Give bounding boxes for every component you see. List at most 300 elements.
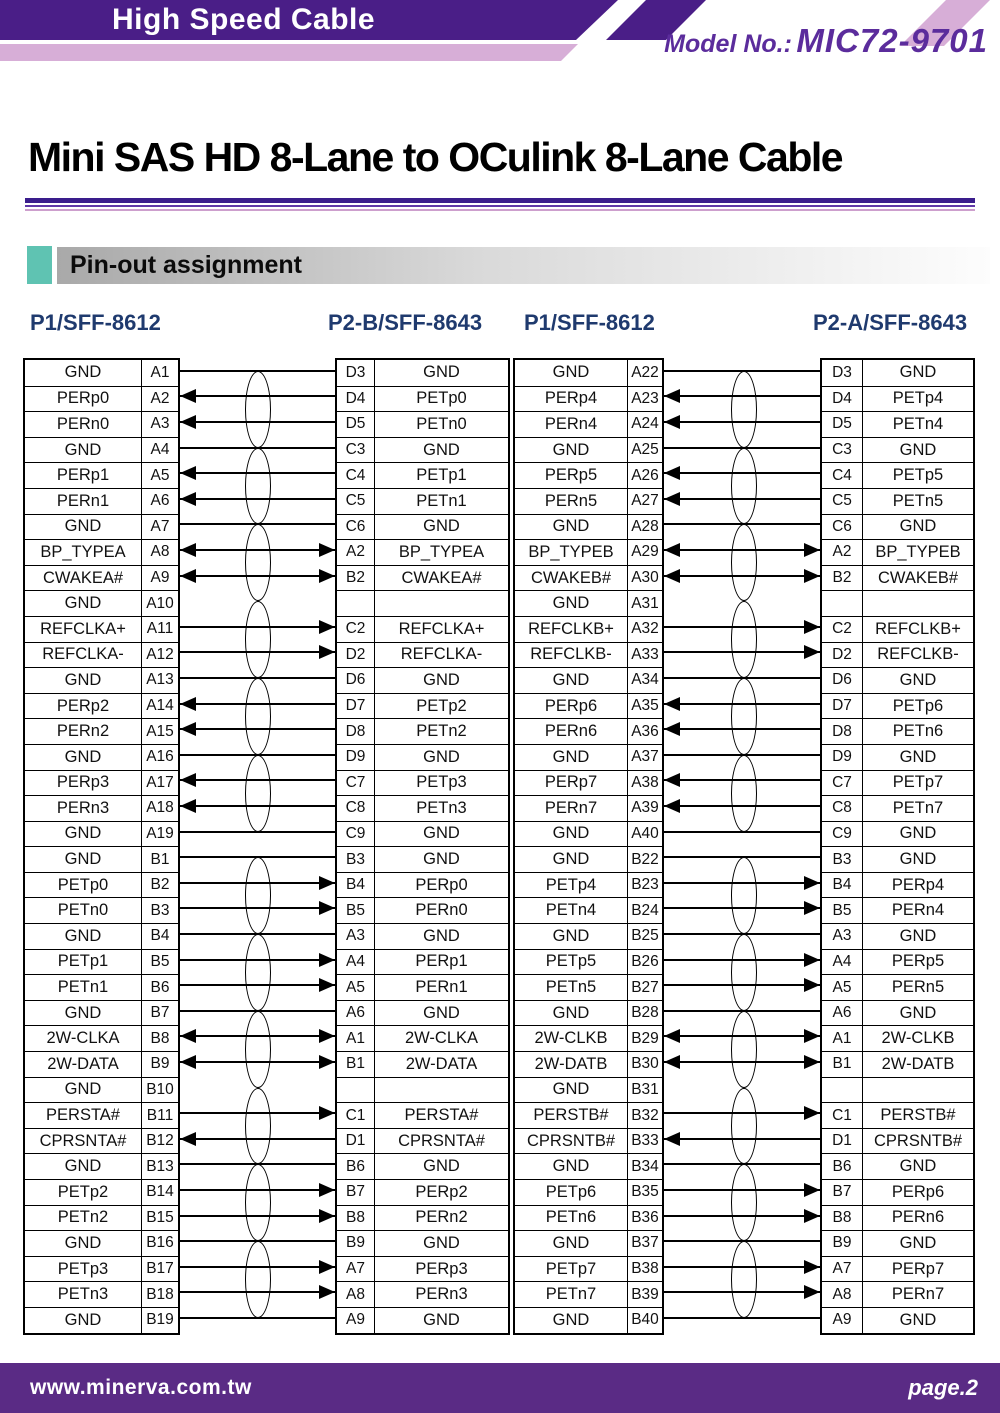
signal-cell: GND bbox=[374, 667, 508, 693]
pinout-table-p2-2 bbox=[820, 358, 975, 1335]
pin-cell: A9 bbox=[822, 1307, 862, 1333]
arrowhead-right bbox=[319, 645, 335, 659]
signal-cell: GND bbox=[515, 590, 627, 616]
twisted-pair-ellipse bbox=[731, 755, 757, 832]
signal-cell: GND bbox=[862, 923, 973, 949]
signal-cell: 2W-CLKA bbox=[25, 1025, 141, 1051]
signal-cell: 2W-DATA bbox=[374, 1051, 508, 1077]
twisted-pair-ellipse bbox=[245, 371, 271, 448]
signal-cell: PERn6 bbox=[862, 1205, 973, 1231]
pin-cell: B8 bbox=[337, 1205, 374, 1231]
pin-cell: A19 bbox=[141, 821, 178, 847]
signal-cell: PERp1 bbox=[374, 949, 508, 975]
twisted-pair-ellipse bbox=[731, 524, 757, 601]
pin-cell: A17 bbox=[141, 770, 178, 796]
pin-cell: B3 bbox=[141, 897, 178, 923]
pin-cell: A11 bbox=[141, 616, 178, 642]
connector-header-p1-right: P1/SFF-8612 bbox=[524, 310, 655, 335]
arrowhead-right bbox=[319, 1260, 335, 1274]
connector-header-p2a: P2-A/SFF-8643 bbox=[813, 310, 968, 335]
signal-cell: GND bbox=[515, 923, 627, 949]
arrowhead-left bbox=[664, 1132, 680, 1146]
arrowhead-right bbox=[319, 978, 335, 992]
signal-cell: PERp2 bbox=[25, 693, 141, 719]
pin-cell: C3 bbox=[337, 437, 374, 463]
pin-cell: B4 bbox=[822, 872, 862, 898]
arrowhead-right bbox=[319, 1055, 335, 1069]
pin-cell: C2 bbox=[822, 616, 862, 642]
pin-cell: B22 bbox=[627, 846, 662, 872]
signal-cell: PERn2 bbox=[25, 718, 141, 744]
twisted-pair-ellipse bbox=[245, 755, 271, 832]
pin-cell: B1 bbox=[822, 1051, 862, 1077]
pin-cell: A8 bbox=[141, 539, 178, 565]
pin-cell: B9 bbox=[337, 1230, 374, 1256]
pin-cell: A3 bbox=[822, 923, 862, 949]
signal-cell: PERn1 bbox=[25, 488, 141, 514]
signal-cell: GND bbox=[374, 360, 508, 386]
pin-cell: C9 bbox=[337, 821, 374, 847]
signal-cell: PETp5 bbox=[515, 949, 627, 975]
pin-cell: B16 bbox=[141, 1230, 178, 1256]
pin-cell: A22 bbox=[627, 360, 662, 386]
pin-cell: B28 bbox=[627, 1000, 662, 1026]
signal-cell: CWAKEB# bbox=[515, 565, 627, 591]
signal-cell bbox=[862, 590, 973, 616]
twisted-pair-ellipse bbox=[731, 1011, 757, 1088]
pin-cell: B8 bbox=[822, 1205, 862, 1231]
signal-cell: PETp1 bbox=[25, 949, 141, 975]
pin-cell: C2 bbox=[337, 616, 374, 642]
pin-cell: B8 bbox=[141, 1025, 178, 1051]
pin-cell: C8 bbox=[822, 795, 862, 821]
signal-cell: GND bbox=[374, 514, 508, 540]
signal-cell: PETn1 bbox=[374, 488, 508, 514]
arrowhead-right bbox=[804, 953, 820, 967]
signal-cell: PERp5 bbox=[515, 462, 627, 488]
signal-cell: GND bbox=[515, 1000, 627, 1026]
pin-cell: B7 bbox=[337, 1179, 374, 1205]
signal-cell: GND bbox=[25, 667, 141, 693]
signal-cell: GND bbox=[862, 437, 973, 463]
arrowhead-left bbox=[180, 389, 196, 403]
banner-pink-underbar bbox=[0, 44, 578, 61]
pin-cell: D2 bbox=[822, 642, 862, 668]
arrowhead-right bbox=[804, 1209, 820, 1223]
signal-cell: PETn4 bbox=[515, 897, 627, 923]
signal-cell: PERn0 bbox=[374, 897, 508, 923]
signal-cell: PERp2 bbox=[374, 1179, 508, 1205]
pin-cell: D7 bbox=[337, 693, 374, 719]
twisted-pair-ellipse bbox=[245, 524, 271, 601]
signal-cell: PETn5 bbox=[862, 488, 973, 514]
model-number: MIC72-9701 bbox=[796, 22, 988, 59]
banner-title: High Speed Cable bbox=[112, 3, 376, 36]
twisted-pair-ellipse bbox=[731, 678, 757, 755]
pin-cell: A27 bbox=[627, 488, 662, 514]
signal-cell: GND bbox=[862, 1153, 973, 1179]
pin-cell: A36 bbox=[627, 718, 662, 744]
signal-cell: PERp5 bbox=[862, 949, 973, 975]
arrowhead-left bbox=[180, 722, 196, 736]
signal-cell: GND bbox=[25, 744, 141, 770]
pin-cell: A3 bbox=[141, 411, 178, 437]
signal-cell: REFCLKB+ bbox=[862, 616, 973, 642]
signal-cell: REFCLKB- bbox=[862, 642, 973, 668]
pin-cell: C1 bbox=[822, 1102, 862, 1128]
signal-cell: PETn0 bbox=[374, 411, 508, 437]
signal-cell: PETp2 bbox=[25, 1179, 141, 1205]
signal-cell: GND bbox=[862, 744, 973, 770]
twisted-pair-ellipse bbox=[245, 678, 271, 755]
pin-cell: B15 bbox=[141, 1205, 178, 1231]
signal-cell: GND bbox=[25, 1307, 141, 1333]
arrowhead-right bbox=[319, 569, 335, 583]
pin-cell bbox=[822, 1077, 862, 1103]
pin-cell: A26 bbox=[627, 462, 662, 488]
pin-cell: B24 bbox=[627, 897, 662, 923]
pin-cell: C4 bbox=[337, 462, 374, 488]
arrowhead-right bbox=[319, 1285, 335, 1299]
signal-cell: PERSTA# bbox=[374, 1102, 508, 1128]
pinout-table-p1-1 bbox=[23, 358, 180, 1335]
signal-cell: PETn5 bbox=[515, 974, 627, 1000]
signal-cell: PETn7 bbox=[862, 795, 973, 821]
pin-cell: B5 bbox=[141, 949, 178, 975]
pin-cell: D6 bbox=[337, 667, 374, 693]
pin-cell: B17 bbox=[141, 1256, 178, 1282]
pin-cell: A35 bbox=[627, 693, 662, 719]
signal-cell: GND bbox=[25, 821, 141, 847]
arrowhead-right bbox=[804, 1029, 820, 1043]
pin-cell: A3 bbox=[337, 923, 374, 949]
pin-cell: D1 bbox=[822, 1128, 862, 1154]
signal-cell bbox=[374, 590, 508, 616]
pin-cell: A4 bbox=[822, 949, 862, 975]
signal-cell: CPRSNTA# bbox=[25, 1128, 141, 1154]
arrowhead-right bbox=[804, 1285, 820, 1299]
signal-cell: PETp0 bbox=[25, 872, 141, 898]
signal-cell: REFCLKB+ bbox=[515, 616, 627, 642]
pinout-table-p1-2 bbox=[513, 358, 664, 1335]
signal-cell: CPRSNTA# bbox=[374, 1128, 508, 1154]
pin-cell: B7 bbox=[822, 1179, 862, 1205]
signal-cell: GND bbox=[374, 846, 508, 872]
signal-cell: CPRSNTB# bbox=[515, 1128, 627, 1154]
signal-cell: REFCLKA- bbox=[25, 642, 141, 668]
footer-page-number: page.2 bbox=[908, 1375, 978, 1400]
pin-cell: C6 bbox=[337, 514, 374, 540]
pin-cell: A7 bbox=[337, 1256, 374, 1282]
twisted-pair-ellipse bbox=[731, 448, 757, 525]
pin-cell: D4 bbox=[822, 386, 862, 412]
signal-cell: GND bbox=[515, 846, 627, 872]
signal-cell: GND bbox=[862, 667, 973, 693]
pin-cell: A38 bbox=[627, 770, 662, 796]
arrowhead-left bbox=[180, 569, 196, 583]
pin-cell: B19 bbox=[141, 1307, 178, 1333]
signal-cell: BP_TYPEB bbox=[515, 539, 627, 565]
signal-cell: GND bbox=[374, 821, 508, 847]
signal-cell: PERp4 bbox=[862, 872, 973, 898]
signal-cell: GND bbox=[552, 363, 590, 382]
signal-cell: PERp6 bbox=[515, 693, 627, 719]
signal-cell: PETp3 bbox=[374, 770, 508, 796]
arrowhead-right bbox=[319, 876, 335, 890]
pin-cell: A30 bbox=[627, 565, 662, 591]
twisted-pair-ellipse bbox=[731, 934, 757, 1011]
pin-cell: A1 bbox=[337, 1025, 374, 1051]
signal-cell: PERp0 bbox=[374, 872, 508, 898]
signal-cell: PERp0 bbox=[25, 386, 141, 412]
signal-cell: PERn7 bbox=[515, 795, 627, 821]
signal-cell: PERn3 bbox=[374, 1281, 508, 1307]
pin-cell: D5 bbox=[337, 411, 374, 437]
pin-cell: B18 bbox=[141, 1281, 178, 1307]
signal-cell: REFCLKA+ bbox=[374, 616, 508, 642]
pin-cell: B13 bbox=[141, 1153, 178, 1179]
signal-cell: BP_TYPEB bbox=[862, 539, 973, 565]
signal-cell: PETp3 bbox=[25, 1256, 141, 1282]
signal-cell: PERp7 bbox=[515, 770, 627, 796]
signal-cell: PERn1 bbox=[374, 974, 508, 1000]
arrowhead-right bbox=[319, 1209, 335, 1223]
signal-cell: PETp7 bbox=[862, 770, 973, 796]
pin-cell: B23 bbox=[627, 872, 662, 898]
pin-cell: A34 bbox=[627, 667, 662, 693]
pin-cell: B29 bbox=[627, 1025, 662, 1051]
signal-cell: GND bbox=[374, 744, 508, 770]
arrowhead-left bbox=[664, 569, 680, 583]
section-teal-square bbox=[27, 246, 52, 284]
signal-cell: GND bbox=[374, 1153, 508, 1179]
pin-cell: B4 bbox=[141, 923, 178, 949]
arrowhead-right bbox=[804, 645, 820, 659]
pin-cell: A18 bbox=[141, 795, 178, 821]
arrowhead-left bbox=[664, 799, 680, 813]
page-title: Mini SAS HD 8-Lane to OCulink 8-Lane Cable bbox=[28, 134, 843, 180]
signal-cell: PETn3 bbox=[374, 795, 508, 821]
connector-header-p2b: P2-B/SFF-8643 bbox=[328, 310, 483, 335]
signal-cell: PERp3 bbox=[374, 1256, 508, 1282]
signal-cell: PERp3 bbox=[25, 770, 141, 796]
signal-cell: GND bbox=[25, 437, 141, 463]
pin-cell: A13 bbox=[141, 667, 178, 693]
pin-cell: D5 bbox=[822, 411, 862, 437]
signal-cell: GND bbox=[515, 514, 627, 540]
signal-cell: PERp4 bbox=[515, 386, 627, 412]
pin-cell: B26 bbox=[627, 949, 662, 975]
signal-cell: PETn2 bbox=[25, 1205, 141, 1231]
signal-cell: PERn0 bbox=[25, 411, 141, 437]
pin-cell: A15 bbox=[141, 718, 178, 744]
arrowhead-left bbox=[664, 773, 680, 787]
signal-cell: PETp6 bbox=[862, 693, 973, 719]
signal-cell: REFCLKA- bbox=[374, 642, 508, 668]
pin-cell: A8 bbox=[822, 1281, 862, 1307]
signal-cell: PERn5 bbox=[515, 488, 627, 514]
signal-cell: 2W-DATA bbox=[25, 1051, 141, 1077]
pin-cell: A40 bbox=[627, 821, 662, 847]
arrowhead-left bbox=[664, 1055, 680, 1069]
pin-cell: B25 bbox=[627, 923, 662, 949]
arrowhead-right bbox=[319, 1029, 335, 1043]
twisted-pair-ellipse bbox=[731, 601, 757, 678]
signal-cell: BP_TYPEA bbox=[25, 539, 141, 565]
pin-cell: B3 bbox=[337, 846, 374, 872]
arrowhead-left bbox=[664, 1029, 680, 1043]
arrowhead-left bbox=[664, 415, 680, 429]
pin-cell: B2 bbox=[337, 565, 374, 591]
pin-cell: D9 bbox=[822, 744, 862, 770]
arrowhead-right bbox=[804, 978, 820, 992]
pin-cell: A29 bbox=[627, 539, 662, 565]
arrowhead-right bbox=[804, 1055, 820, 1069]
pin-cell: B39 bbox=[627, 1281, 662, 1307]
signal-cell: GND bbox=[515, 1077, 627, 1103]
signal-cell: PETn6 bbox=[862, 718, 973, 744]
pin-cell: A2 bbox=[822, 539, 862, 565]
pin-cell: C7 bbox=[337, 770, 374, 796]
signal-cell: GND bbox=[25, 1077, 141, 1103]
twisted-pair-ellipse bbox=[245, 1011, 271, 1088]
signal-cell: 2W-CLKA bbox=[374, 1025, 508, 1051]
arrowhead-right bbox=[319, 953, 335, 967]
pin-cell: B4 bbox=[337, 872, 374, 898]
twisted-pair-ellipse bbox=[731, 1164, 757, 1241]
signal-cell: PERp1 bbox=[25, 462, 141, 488]
pin-cell: B7 bbox=[141, 1000, 178, 1026]
arrowhead-right bbox=[804, 876, 820, 890]
pin-cell: A1 bbox=[141, 360, 178, 386]
signal-cell: CWAKEA# bbox=[374, 565, 508, 591]
signal-cell: PETn7 bbox=[515, 1281, 627, 1307]
signal-cell: 2W-DATB bbox=[862, 1051, 973, 1077]
signal-cell: GND bbox=[515, 1230, 627, 1256]
arrowhead-left bbox=[180, 1055, 196, 1069]
pin-cell bbox=[337, 1077, 374, 1103]
model-label: Model No.: bbox=[664, 30, 792, 58]
signal-cell: GND bbox=[862, 1230, 973, 1256]
arrowhead-left bbox=[180, 415, 196, 429]
pin-cell: A6 bbox=[822, 1000, 862, 1026]
signal-cell: GND bbox=[515, 667, 627, 693]
pin-cell: C9 bbox=[822, 821, 862, 847]
signal-cell: PERn2 bbox=[374, 1205, 508, 1231]
signal-cell: PETp7 bbox=[515, 1256, 627, 1282]
pin-cell bbox=[822, 590, 862, 616]
pin-cell: A7 bbox=[141, 514, 178, 540]
pin-cell: B27 bbox=[627, 974, 662, 1000]
twisted-pair-ellipse bbox=[731, 1088, 757, 1165]
pin-cell: A14 bbox=[141, 693, 178, 719]
signal-cell: PETp4 bbox=[862, 386, 973, 412]
signal-cell: GND bbox=[862, 360, 973, 386]
signal-cell: PERSTB# bbox=[862, 1102, 973, 1128]
signal-cell: GND bbox=[862, 514, 973, 540]
signal-cell: PETp1 bbox=[374, 462, 508, 488]
pin-cell: B36 bbox=[627, 1205, 662, 1231]
signal-cell: PETn0 bbox=[25, 897, 141, 923]
pin-cell: D1 bbox=[337, 1128, 374, 1154]
pin-cell: B11 bbox=[141, 1102, 178, 1128]
arrowhead-left bbox=[180, 773, 196, 787]
pin-cell: A8 bbox=[337, 1281, 374, 1307]
pin-cell: A12 bbox=[141, 642, 178, 668]
signal-cell: PERn5 bbox=[862, 974, 973, 1000]
signal-cell: PERn7 bbox=[862, 1281, 973, 1307]
twisted-pair-ellipse bbox=[731, 371, 757, 448]
signal-cell: GND bbox=[374, 437, 508, 463]
signal-cell: 2W-CLKB bbox=[862, 1025, 973, 1051]
pin-cell: A2 bbox=[337, 539, 374, 565]
pin-cell: A39 bbox=[627, 795, 662, 821]
twisted-pair-ellipse bbox=[245, 857, 271, 934]
title-rule-thick bbox=[25, 198, 975, 203]
pin-cell: B2 bbox=[822, 565, 862, 591]
arrowhead-left bbox=[180, 1132, 196, 1146]
signal-cell: GND bbox=[374, 1307, 508, 1333]
signal-cell: CPRSNTB# bbox=[862, 1128, 973, 1154]
pin-cell: D6 bbox=[822, 667, 862, 693]
pin-cell: D4 bbox=[337, 386, 374, 412]
arrowhead-right bbox=[319, 1183, 335, 1197]
signal-cell: GND bbox=[515, 821, 627, 847]
wire-area-2 bbox=[664, 358, 820, 1331]
signal-cell: BP_TYPEA bbox=[374, 539, 508, 565]
arrowhead-left bbox=[180, 466, 196, 480]
signal-cell: PERn3 bbox=[25, 795, 141, 821]
pin-cell: B10 bbox=[141, 1077, 178, 1103]
signal-cell: PETn1 bbox=[25, 974, 141, 1000]
pin-cell: A5 bbox=[141, 462, 178, 488]
pin-cell: A2 bbox=[141, 386, 178, 412]
signal-cell: REFCLKA+ bbox=[25, 616, 141, 642]
pin-cell: B5 bbox=[822, 897, 862, 923]
pin-cell: B12 bbox=[141, 1128, 178, 1154]
pin-cell: B37 bbox=[627, 1230, 662, 1256]
pin-cell: A37 bbox=[627, 744, 662, 770]
pin-cell: A6 bbox=[337, 1000, 374, 1026]
pin-cell: B38 bbox=[627, 1256, 662, 1282]
signal-cell: PERn4 bbox=[515, 411, 627, 437]
twisted-pair-ellipse bbox=[245, 1241, 271, 1318]
pin-cell: A23 bbox=[627, 386, 662, 412]
signal-cell: GND bbox=[25, 514, 141, 540]
pin-cell: A24 bbox=[627, 411, 662, 437]
pin-cell: D7 bbox=[822, 693, 862, 719]
signal-cell: GND bbox=[515, 437, 627, 463]
title-rule-mid bbox=[25, 205, 975, 207]
pin-cell: C5 bbox=[337, 488, 374, 514]
signal-cell: GND bbox=[862, 846, 973, 872]
pin-cell: A25 bbox=[627, 437, 662, 463]
arrowhead-right bbox=[319, 901, 335, 915]
wire-area-1 bbox=[180, 358, 335, 1331]
pin-cell: C8 bbox=[337, 795, 374, 821]
signal-cell: GND bbox=[862, 821, 973, 847]
pin-cell: D8 bbox=[337, 718, 374, 744]
pin-cell: C3 bbox=[822, 437, 862, 463]
pin-cell: B6 bbox=[337, 1153, 374, 1179]
pin-cell: A16 bbox=[141, 744, 178, 770]
pin-cell: A9 bbox=[141, 565, 178, 591]
arrowhead-left bbox=[664, 697, 680, 711]
arrowhead-left bbox=[664, 466, 680, 480]
signal-cell: GND bbox=[374, 1230, 508, 1256]
pin-cell: B6 bbox=[822, 1153, 862, 1179]
pin-cell: D3 bbox=[832, 363, 852, 381]
